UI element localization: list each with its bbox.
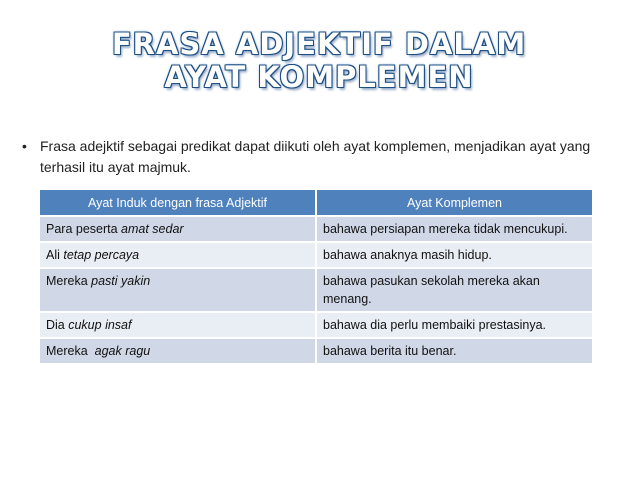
- subject-text: Mereka: [46, 274, 92, 288]
- main-clause-cell: [40, 242, 316, 268]
- slide-title: [0, 28, 638, 94]
- complement-table: [40, 190, 592, 363]
- complement-cell: bahawa persiapan mereka tidak mencukupi.: [316, 216, 592, 242]
- table-row: [40, 312, 592, 338]
- header-complement-clause: Ayat Komplemen: [316, 190, 592, 216]
- subject-text: Para peserta: [46, 222, 122, 236]
- table-row: [40, 268, 592, 312]
- subject-text: Mereka: [46, 344, 95, 358]
- main-clause-cell: [40, 216, 316, 242]
- bullet-icon: •: [22, 138, 27, 154]
- table-header-row: [40, 190, 592, 216]
- main-clause-cell: [40, 312, 316, 338]
- adjective-phrase: cukup insaf: [68, 318, 132, 332]
- table-row: [40, 338, 592, 363]
- complement-cell: bahawa dia perlu membaiki prestasinya.: [316, 312, 592, 338]
- bullet-point: [22, 136, 622, 178]
- table-row: [40, 216, 592, 242]
- adjective-phrase: pasti yakin: [91, 274, 151, 288]
- table-row: [40, 242, 592, 268]
- subject-text: Dia: [46, 318, 69, 332]
- header-main-clause: Ayat Induk dengan frasa Adjektif: [40, 190, 316, 216]
- main-clause-cell: [40, 268, 316, 312]
- adjective-phrase: amat sedar: [121, 222, 184, 236]
- title-line-2: AYAT KOMPLEMEN: [164, 60, 474, 94]
- adjective-phrase: agak ragu: [94, 344, 151, 358]
- subject-text: Ali: [46, 248, 64, 262]
- adjective-phrase: tetap percaya: [63, 248, 140, 262]
- complement-cell: bahawa berita itu benar.: [316, 338, 592, 363]
- bullet-text: Frasa adejktif sebagai predikat dapat diikuti oleh ayat komplemen, menjadikan ayat yang terhasil itu ayat majmuk.: [40, 138, 591, 175]
- complement-cell: bahawa anaknya masih hidup.: [316, 242, 592, 268]
- main-clause-cell: [40, 338, 316, 363]
- title-line-1: FRASA ADJEKTIF DALAM: [111, 27, 527, 61]
- complement-cell: bahawa pasukan sekolah mereka akan menang.: [316, 268, 592, 312]
